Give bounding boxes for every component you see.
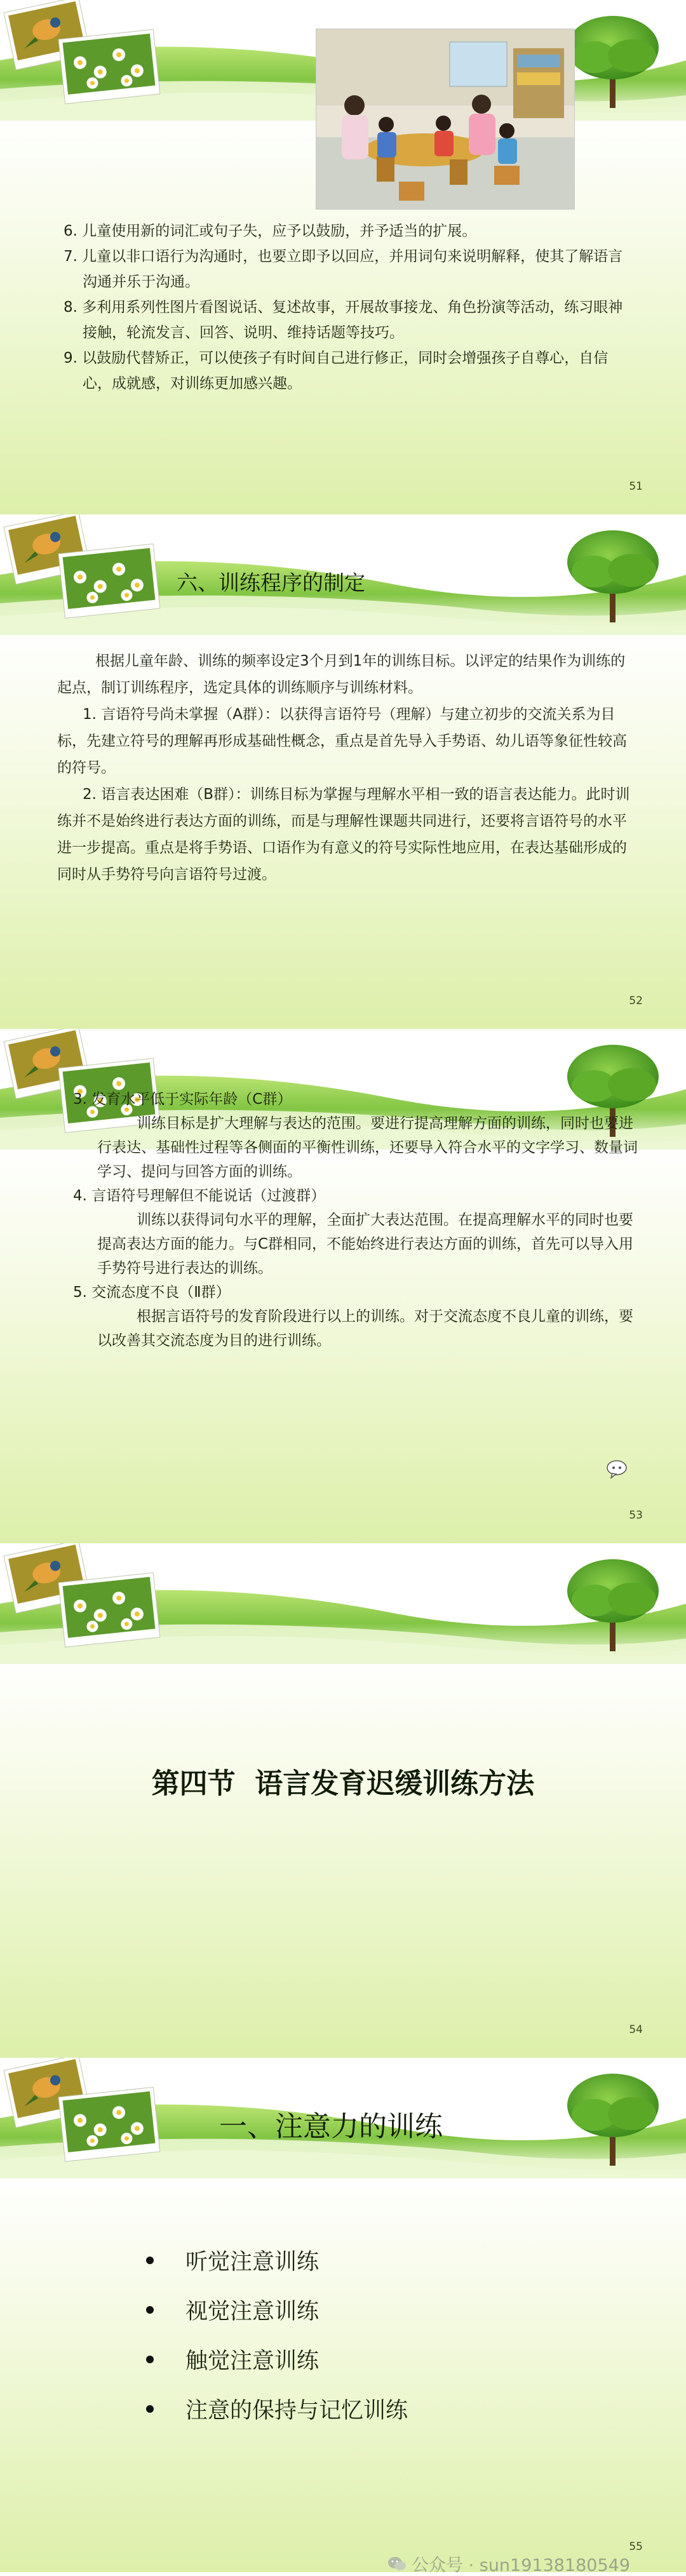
section-heading: 4. 言语符号理解但不能说话（过渡群）	[73, 1188, 326, 1204]
section-heading: 3. 发育水平低于实际年龄（C群）	[73, 1091, 292, 1108]
page-number: 54	[629, 2023, 643, 2036]
list-item: 视觉注意训练	[146, 2285, 408, 2335]
page-number: 55	[629, 2540, 643, 2553]
slide-title: 一、注意力的训练	[219, 2110, 443, 2143]
watermark-text: 公众号 · sun19138180549	[412, 2556, 630, 2575]
slide-51-body	[64, 218, 635, 396]
page-number: 51	[629, 480, 643, 493]
slide-54	[0, 1543, 686, 2058]
speech-bubble-icon	[606, 1459, 628, 1479]
list-item: 7. 儿童以非口语行为沟通时，也要立即予以回应，并用词句来说明解释，使其了解语言沟通并乐于沟通。	[64, 248, 623, 290]
slide-52-body	[57, 648, 638, 888]
slide-title: 六、训练程序的制定	[177, 570, 365, 595]
slide-52	[0, 514, 686, 1029]
page-number: 52	[629, 995, 643, 1007]
paragraph: 1. 言语符号尚未掌握（A群）：以获得言语符号（理解）与建立初步的交流关系为目标，先建立符号的理解再形成基础性概念，重点是首先导入手势语、幼儿语等象征性较高的符号。	[57, 706, 627, 776]
section-title: 第四节 语言发育迟缓训练方法	[151, 1768, 535, 1800]
classroom-photo	[316, 29, 575, 210]
bullet-icon	[146, 2306, 154, 2314]
bullet-icon	[146, 2405, 154, 2413]
slide-53	[0, 1029, 686, 1543]
list-item: 6. 儿童使用新的词汇或句子失，应予以鼓励，并予适当的扩展。	[64, 223, 477, 239]
slide-53-body	[73, 1087, 638, 1353]
header-decoration	[0, 1543, 686, 1664]
bullet-icon	[146, 2257, 154, 2264]
section-heading: 5. 交流态度不良（Ⅱ群）	[73, 1284, 231, 1301]
bullet-icon	[146, 2356, 154, 2363]
paragraph: 2. 语言表达困难（B群）：训练目标为掌握与理解水平相一致的语言表达能力。此时训练并不是始终进行表达方面的训练，而是与理解性课题共同进行，还要将言语符号的水平进一步提高。重点是将手势语、口语作为有意义的符号实际性地应用，在表达基础形成的同时从手势符号向言语符号过渡。	[57, 786, 630, 883]
watermark	[387, 2551, 630, 2576]
paragraph: 根据儿童年龄、训练的频率设定3个月到1年的训练目标。以评定的结果作为训练的起点，制订训练程序，选定具体的训练顺序与训练材料。	[57, 653, 626, 696]
list-item: 听觉注意训练	[146, 2236, 408, 2285]
slide-51	[0, 0, 686, 514]
page-number: 53	[629, 1509, 643, 1522]
wechat-icon	[387, 2556, 407, 2572]
list-item: 8. 多利用系列性图片看图说话、复述故事，开展故事接龙、角色扮演等活动，练习眼神接触，轮流发言、回答、说明、维持话题等技巧。	[64, 299, 623, 341]
paragraph: 训练以获得词句水平的理解，全面扩大表达范围。在提高理解水平的同时也要提高表达方面的能力。与C群相同，不能始终进行表达方面的训练，首先可以导入用手势符号进行表达的训练。	[97, 1212, 634, 1277]
paragraph: 根据言语符号的发育阶段进行以上的训练。对于交流态度不良儿童的训练，要以改善其交流态度为目的进行训练。	[97, 1308, 633, 1349]
slide-55	[0, 2058, 686, 2572]
list-item: 触觉注意训练	[146, 2335, 408, 2384]
bullet-list	[146, 2236, 408, 2434]
paragraph: 训练目标是扩大理解与表达的范围。要进行提高理解方面的训练，同时也要进行表达、基础性过程等各侧面的平衡性训练，还要导入符合水平的文字学习、数量词学习、提问与回答方面的训练。	[97, 1115, 638, 1180]
list-item: 9. 以鼓励代替矫正，可以使孩子有时间自己进行修正，同时会增强孩子自尊心，自信心，成就感，对训练更加感兴趣。	[64, 350, 609, 392]
list-item: 注意的保持与记忆训练	[146, 2384, 408, 2434]
